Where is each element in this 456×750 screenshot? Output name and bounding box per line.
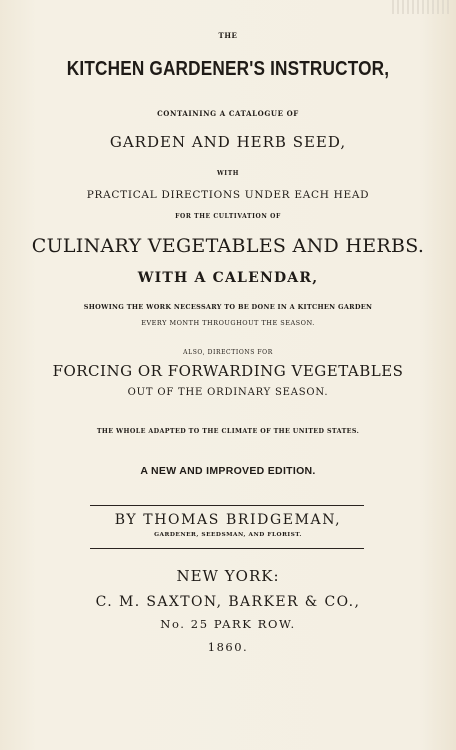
top-rule	[90, 505, 364, 506]
author-line: BY THOMAS BRIDGEMAN,	[114, 512, 342, 528]
main-title: KITCHEN GARDENER'S INSTRUCTOR,	[66, 58, 390, 80]
the-label: THE	[218, 31, 238, 40]
author-titles-line: GARDENER, SEEDSMAN, AND FLORIST.	[154, 532, 302, 538]
year-line: 1860.	[207, 640, 249, 654]
directions-line: PRACTICAL DIRECTIONS UNDER EACH HEAD	[86, 189, 370, 201]
edition-line: A NEW AND IMPROVED EDITION.	[140, 465, 316, 477]
culinary-line: CULINARY VEGETABLES AND HERBS.	[31, 235, 425, 257]
also-line: ALSO, DIRECTIONS FOR	[183, 349, 273, 356]
city-line: NEW YORK:	[176, 567, 280, 585]
address-line: No. 25 PARK ROW.	[160, 617, 296, 631]
publisher-line: C. M. SAXTON, BARKER & CO.,	[95, 594, 361, 610]
library-stamp-mark	[392, 0, 452, 14]
containing-line: CONTAINING A CATALOGUE OF	[157, 109, 299, 118]
forcing-line: FORCING OR FORWARDING VEGETABLES	[52, 362, 404, 380]
for-cultivation-line: FOR THE CULTIVATION OF	[175, 213, 281, 220]
out-of-season-line: OUT OF THE ORDINARY SEASON.	[127, 387, 329, 398]
showing-line-1: SHOWING THE WORK NECESSARY TO BE DONE IN A KITCHEN GARDEN	[83, 303, 373, 311]
seed-line: GARDEN AND HERB SEED,	[109, 133, 347, 151]
adapted-line: THE WHOLE ADAPTED TO THE CLIMATE OF THE UNITED STATES.	[96, 428, 360, 435]
showing-line-2: EVERY MONTH THROUGHOUT THE SEASON.	[141, 319, 315, 327]
calendar-line: WITH A CALENDAR,	[137, 270, 319, 286]
with-line: WITH	[216, 170, 240, 177]
bottom-rule	[90, 548, 364, 549]
